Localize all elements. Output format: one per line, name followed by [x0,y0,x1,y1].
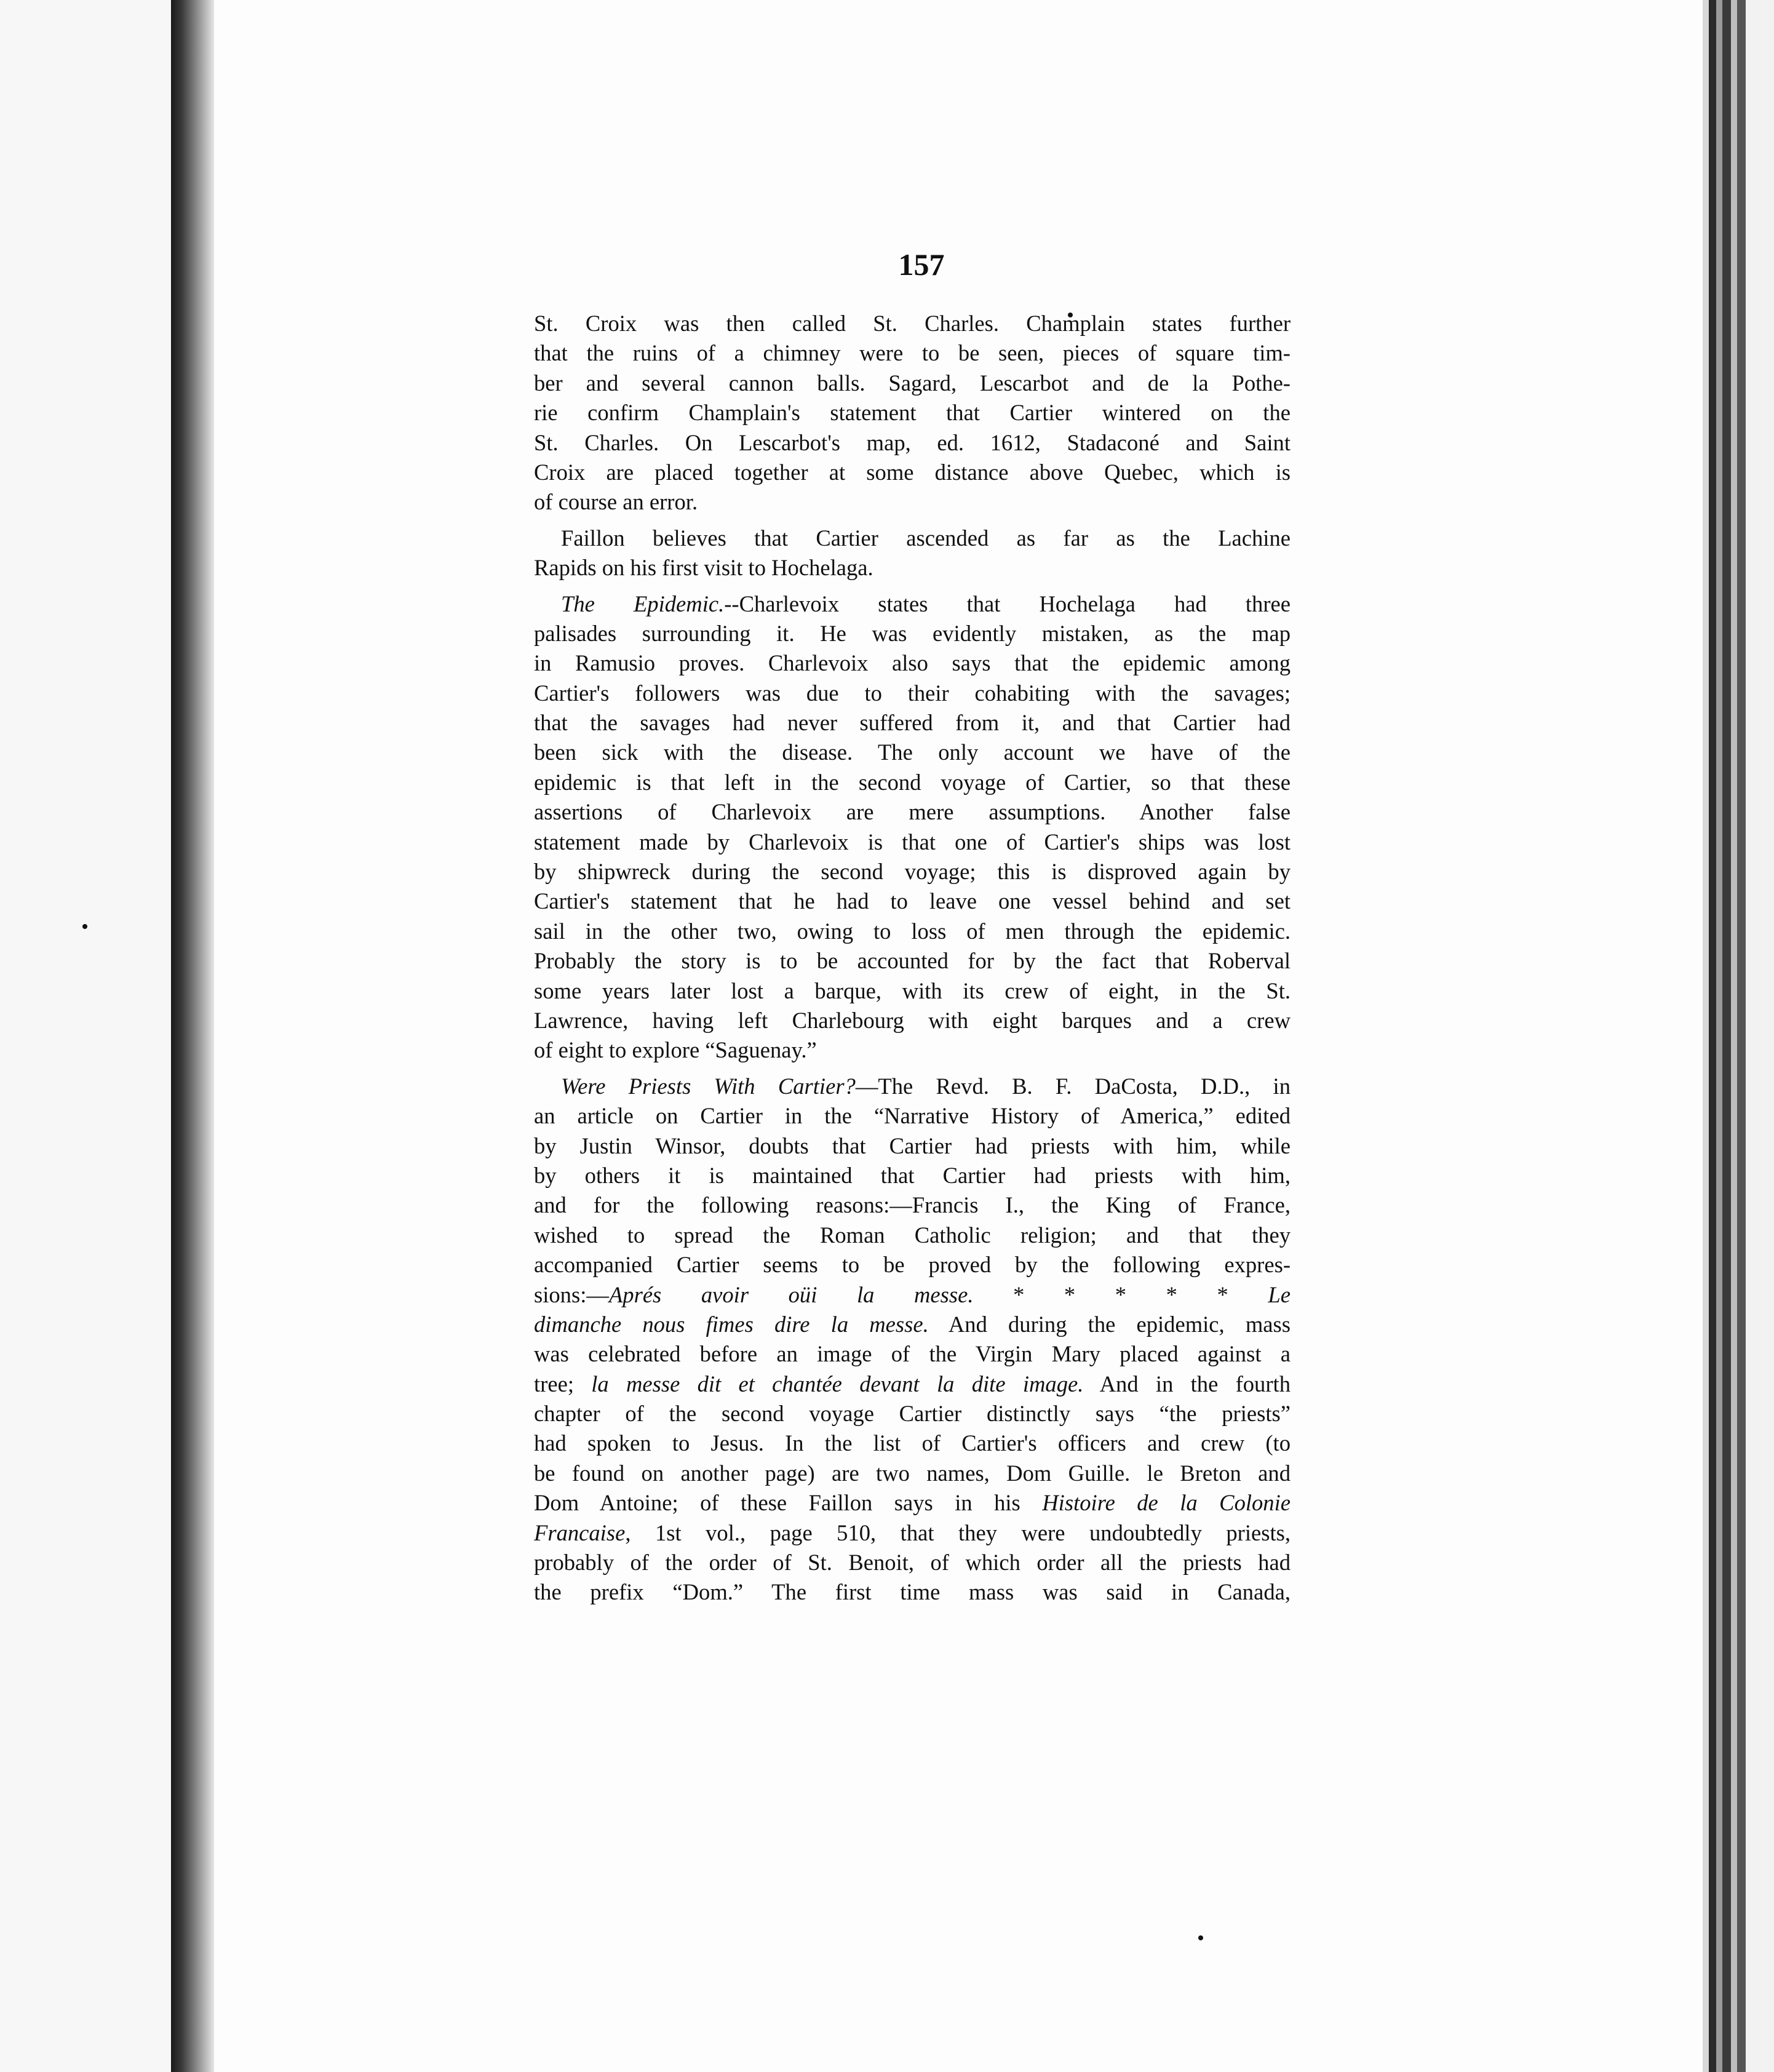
text-line: ber and several cannon balls. Sagard, Lescarbot and de la Pothe- [534,370,1291,396]
section-heading-priests: Were Priests With Cartier? [561,1073,856,1099]
page-edge-stripe [1709,0,1716,2072]
page-edge-stripe [1722,0,1731,2072]
text-line: in Ramusio proves. Charlevoix also says that the epidemic among [534,650,1291,676]
text-line: Francaise, 1st vol., page 510, that they were undoubtedly priests, [534,1520,1291,1545]
page-body [534,246,1291,1608]
text-line: dimanche nous fimes dire la messe. And during the epidemic, mass [534,1311,1291,1337]
text-line: St. Charles. On Lescarbot's map, ed. 1612, Stadaconé and Saint [534,429,1291,455]
section-heading-epidemic: The Epidemic. [561,591,725,616]
text-line: The Epidemic.--Charlevoix states that Hochelaga had three [561,591,1291,616]
text-line: epidemic is that left in the second voyage of Cartier, so that these [534,769,1291,795]
text-line: by others it is maintained that Cartier had priests with him, [534,1162,1291,1188]
french-quotation: la messe dit et chantée devant la dite image. [591,1371,1084,1397]
ellipsis-stars: * * * * * [1013,1281,1228,1307]
text-line: probably of the order of St. Benoit, of which order all the priests had [534,1550,1291,1576]
text-line: wished to spread the Roman Catholic religion; and that they [534,1222,1291,1248]
text-line: had spoken to Jesus. In the list of Cartier's officers and crew (to [534,1430,1291,1456]
page-edge-stripe [1731,0,1737,2072]
text-line: accompanied Cartier seems to be proved by the following expres- [534,1252,1291,1278]
text-line: assertions of Charlevoix are mere assumptions. Another false [534,799,1291,825]
text-line: some years later lost a barque, with its crew of eight, in the St. [534,978,1291,1003]
text-line: St. Croix was then called St. Charles. Champlain states further [534,311,1291,336]
book-title: Francaise [534,1520,626,1545]
text-line: of course an error. [534,489,698,515]
text-line: Faillon believes that Cartier ascended as far as the Lachine [561,525,1291,551]
text-line: Lawrence, having left Charlebourg with eight barques and a crew [534,1007,1291,1033]
text-line: statement made by Charlevoix is that one of Cartier's ships was lost [534,829,1291,855]
text-line: chapter of the second voyage Cartier distinctly says “the priests” [534,1401,1291,1427]
text-line: been sick with the disease. The only account we have of the [534,739,1291,765]
text-line: Cartier's followers was due to their cohabiting with the savages; [534,680,1291,706]
text-line: Cartier's statement that he had to leave one vessel behind and set [534,888,1291,914]
text-line: sail in the other two, owing to loss of men through the epidemic. [534,918,1291,944]
page-edge-stripe [1703,0,1709,2072]
text-line: Rapids on his first visit to Hochelaga. [534,555,873,581]
text-line: Were Priests With Cartier?—The Revd. B. F. DaCosta, D.D., in [561,1073,1291,1099]
text-line: by shipwreck during the second voyage; this is disproved again by [534,859,1291,885]
speck-mark [82,924,87,929]
text-line: that the ruins of a chimney were to be seen, pieces of square tim- [534,340,1291,366]
text-line: Dom Antoine; of these Faillon says in his Histoire de la Colonie [534,1490,1291,1516]
speck-mark [1198,1935,1203,1940]
text-line: Croix are placed together at some distance above Quebec, which is [534,459,1291,485]
page-edge-stripe [1716,0,1722,2072]
text-line: that the savages had never suffered from it, and that Cartier had [534,710,1291,736]
page-edge-stripe [1746,0,1774,2072]
page-number: 157 [898,247,945,282]
text-line: be found on another page) are two names, Dom Guille. le Breton and [534,1460,1291,1486]
text-line: an article on Cartier in the “Narrative History of America,” edited [534,1103,1291,1129]
text-line: Probably the story is to be accounted for by the fact that Roberval [534,948,1291,974]
text-line: palisades surrounding it. He was evidently mistaken, as the map [534,620,1291,646]
text-line: the prefix “Dom.” The first time mass was said in Canada, [534,1579,1291,1605]
book-gutter-shadow [171,0,214,2072]
text-line: rie confirm Champlain's statement that Cartier wintered on the [534,400,1291,426]
book-title: Histoire de la Colonie [1042,1490,1291,1516]
text-line: and for the following reasons:—Francis I., the King of France, [534,1192,1291,1218]
text-line: of eight to explore “Saguenay.” [534,1037,817,1063]
french-quotation: dimanche nous fimes dire la messe. [534,1311,929,1337]
french-quotation: Aprés avoir oüi la messe. [608,1281,974,1307]
page-edge-stripe [1737,0,1746,2072]
previous-page-margin [0,0,171,2072]
text-line: by Justin Winsor, doubts that Cartier had priests with him, while [534,1133,1291,1158]
text-line: was celebrated before an image of the Virgin Mary placed against a [534,1341,1291,1367]
text-line: sions:—Aprés avoir oüi la messe. * * * * * Le [534,1281,1291,1307]
text-line: tree; la messe dit et chantée devant la dite image. And in the fourth [534,1371,1291,1397]
